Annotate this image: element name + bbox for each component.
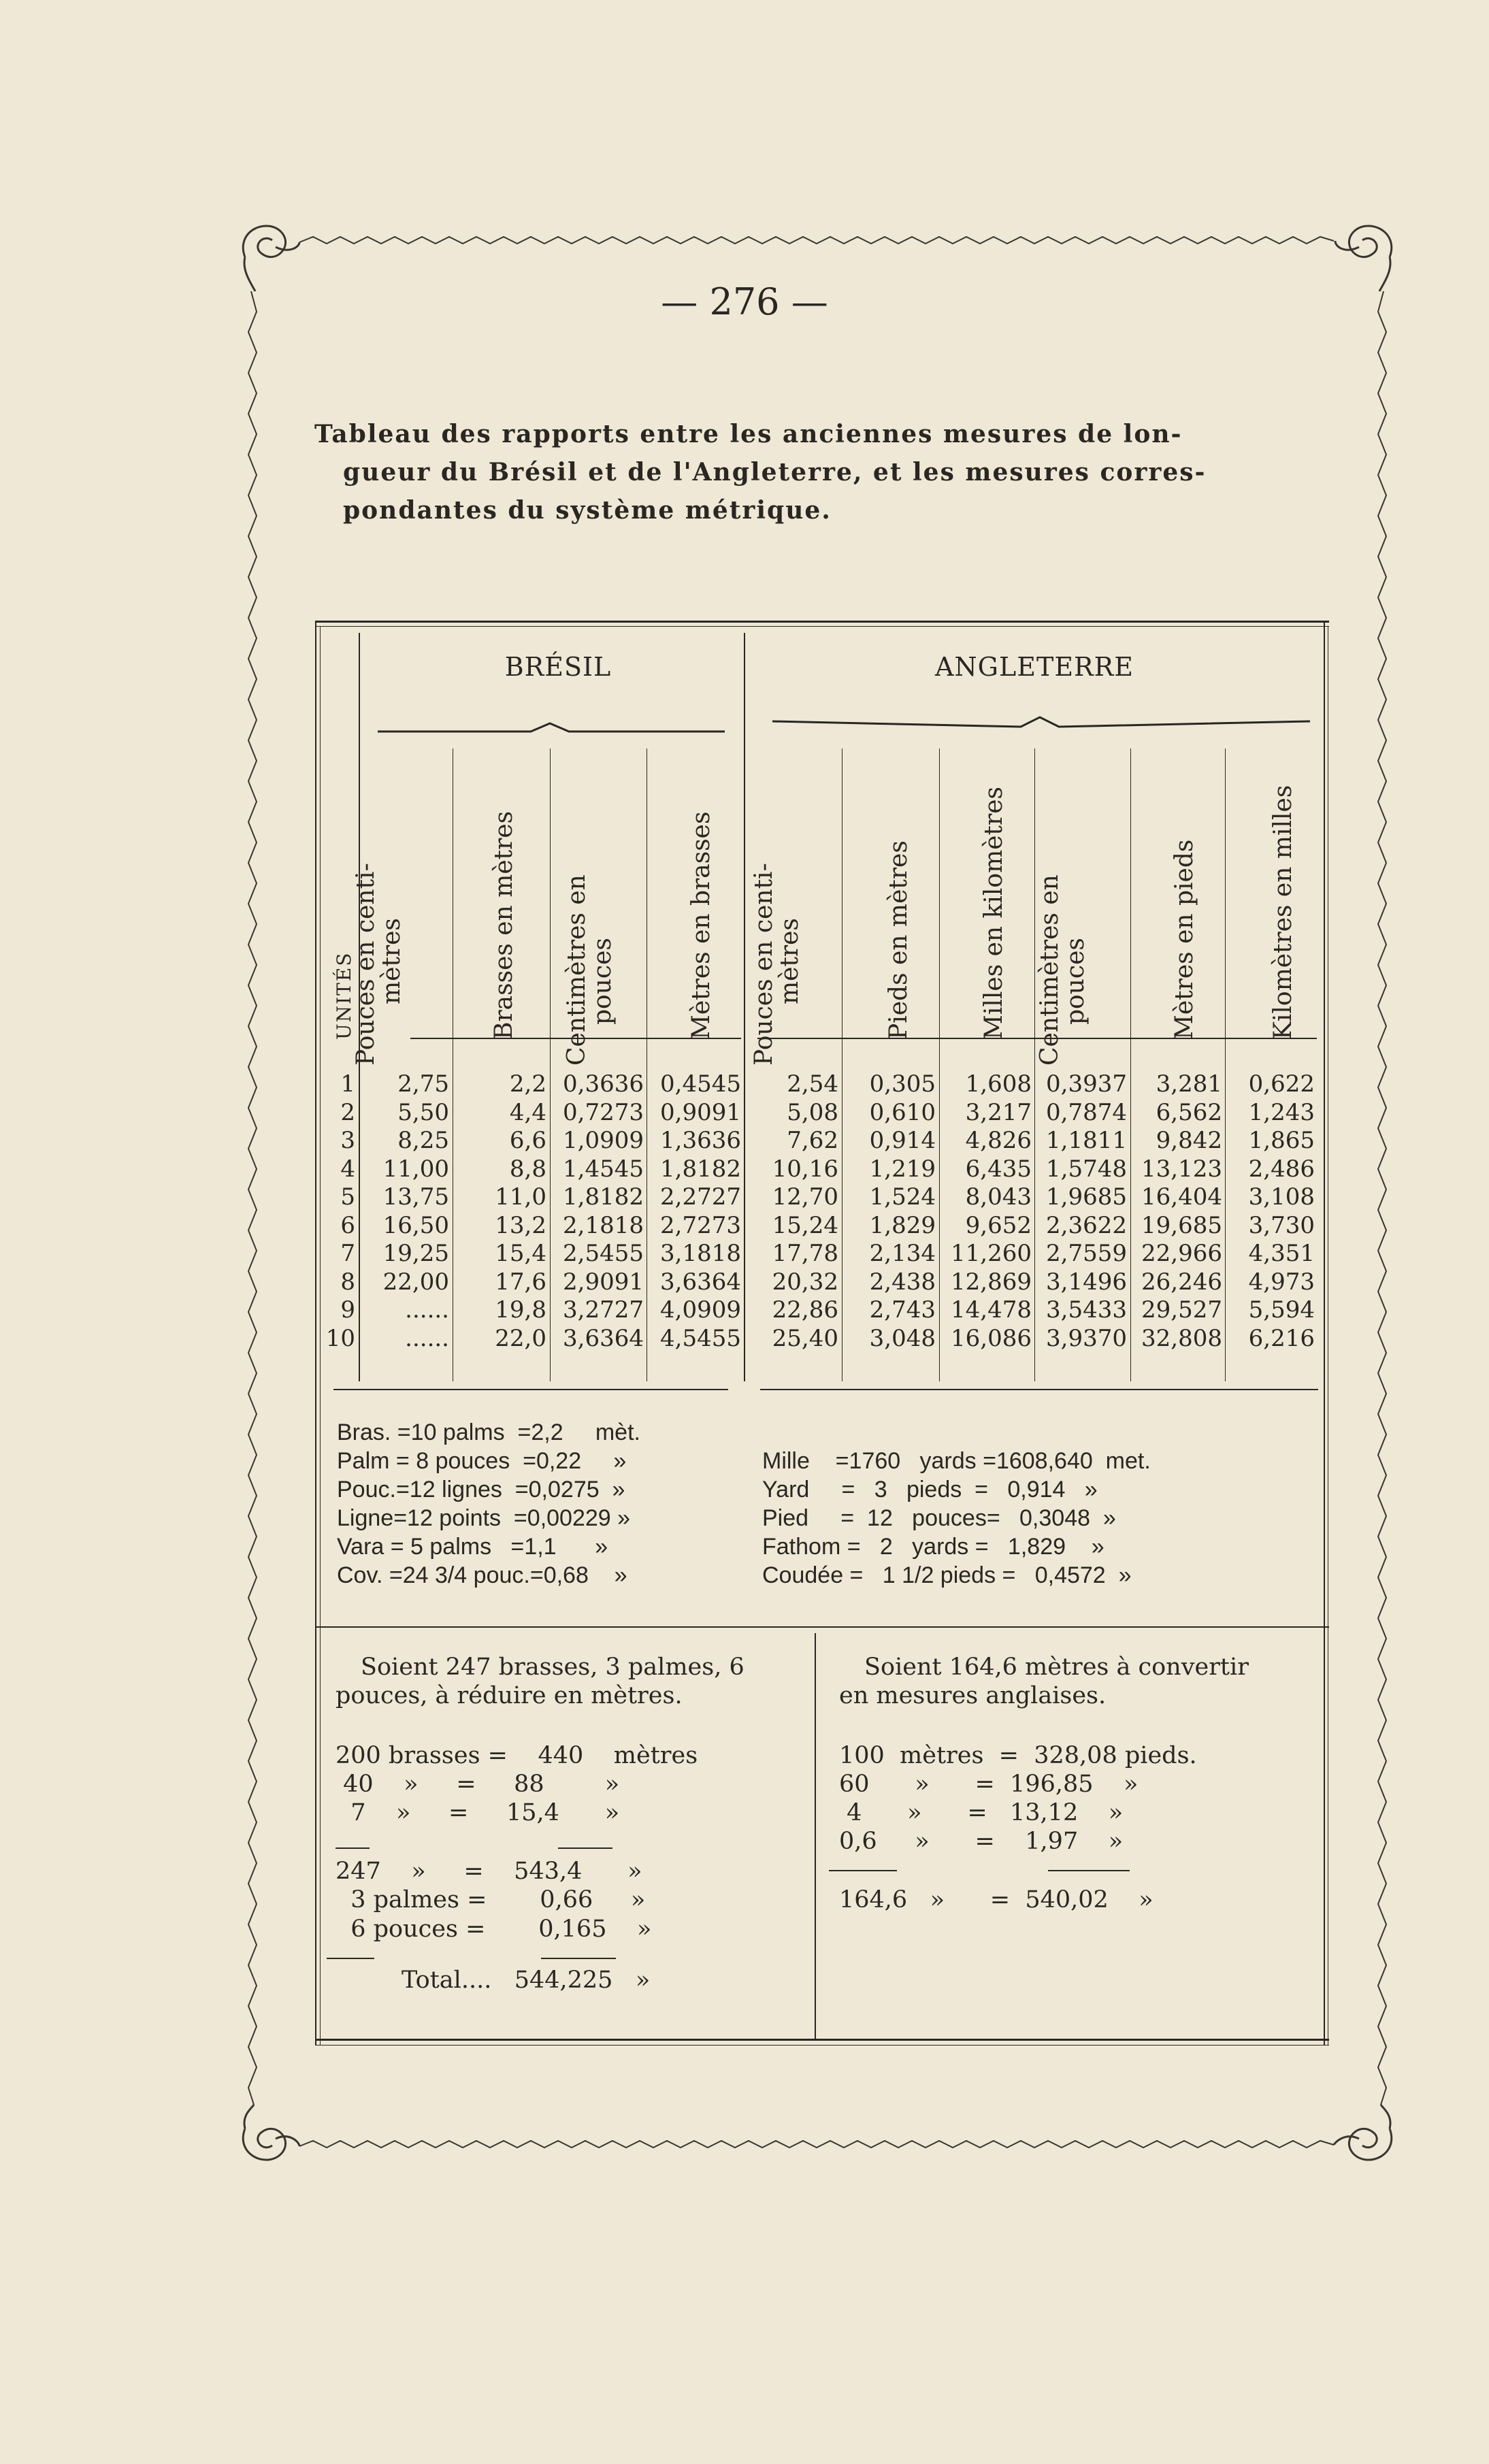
table-cell: 3,217	[965, 1098, 1032, 1126]
group-header-bresil: BRÉSIL	[504, 652, 612, 682]
table-cell: 3,1496	[1046, 1268, 1127, 1296]
table-cell: 2,743	[869, 1296, 936, 1324]
example-right-line: 100 mètres = 328,08 pieds.	[839, 1742, 1197, 1769]
table-cell: 9,652	[965, 1211, 1032, 1239]
note-line: Pouc.=12 lignes =0,0275 »	[337, 1477, 625, 1502]
table-cell: 10,16	[772, 1155, 838, 1183]
table-cell: 2	[340, 1098, 355, 1126]
table-cell: 22,86	[772, 1296, 838, 1324]
table-cell: 0,7874	[1046, 1098, 1127, 1126]
table-cell: 14,478	[951, 1296, 1032, 1324]
table-cell: 11,00	[382, 1155, 449, 1183]
table-cell: 1,243	[1248, 1098, 1315, 1126]
table-cell: 5,594	[1248, 1296, 1315, 1324]
table-cell: 6	[340, 1211, 355, 1239]
table-cell: 7,62	[787, 1127, 838, 1154]
table-cell: 22,00	[382, 1268, 449, 1296]
table-cell: 16,404	[1141, 1183, 1222, 1211]
table-cell: 1,608	[965, 1070, 1032, 1098]
table-cell: 1,0909	[563, 1127, 644, 1154]
table-cell: 19,8	[495, 1296, 546, 1324]
table-cell: 5	[340, 1183, 355, 1211]
table-cell: 17,78	[772, 1240, 838, 1267]
note-line: Yard = 3 pieds = 0,914 »	[762, 1477, 1098, 1502]
col-header-cm-pouces-br: Centimètres en pouces	[563, 874, 617, 1066]
table-cell: 4,5455	[660, 1324, 741, 1352]
note-line: Vara = 5 palms =1,1 »	[337, 1534, 608, 1560]
col-header-cm-pouces-an: Centimètres en pouces	[1036, 874, 1090, 1066]
group-header-angleterre: ANGLETERRE	[934, 652, 1134, 682]
table-cell: 12,869	[951, 1268, 1032, 1296]
col-header-pouces-cm-br: Pouces en centi- mètres	[352, 863, 406, 1066]
table-cell: 1,9685	[1046, 1183, 1127, 1211]
table-cell: 1,3636	[660, 1127, 741, 1154]
table-cell: 4,351	[1248, 1240, 1315, 1267]
note-line: Pied = 12 pouces= 0,3048 »	[762, 1505, 1116, 1531]
table-cell: 12,70	[772, 1183, 838, 1211]
table-cell: 9	[340, 1296, 355, 1324]
note-line: Mille =1760 yards =1608,640 met.	[762, 1448, 1151, 1474]
table-cell: 0,3636	[563, 1070, 644, 1098]
table-cell: 0,305	[869, 1070, 936, 1098]
table-cell: 16,086	[951, 1324, 1032, 1352]
table-cell: 1,8182	[563, 1183, 644, 1211]
col-header-km-milles: Kilomètres en milles	[1269, 785, 1297, 1040]
example-left-intro-1: Soient 247 brasses, 3 palmes, 6	[361, 1654, 744, 1681]
example-left-line: 247 » = 543,4 »	[336, 1858, 642, 1885]
table-cell: 2,134	[869, 1240, 936, 1267]
note-line: Palm = 8 pouces =0,22 »	[337, 1448, 627, 1474]
table-cell: 0,4545	[660, 1070, 741, 1098]
note-line: Fathom = 2 yards = 1,829 »	[762, 1534, 1105, 1560]
table-cell: 8,25	[397, 1127, 449, 1154]
table-cell: 3,048	[869, 1324, 936, 1352]
table-cell: 5,08	[787, 1098, 838, 1126]
title-line-3: pondantes du système métrique.	[343, 496, 832, 525]
table-cell: 32,808	[1141, 1324, 1222, 1352]
example-left-line: 3 palmes = 0,66 »	[336, 1886, 646, 1913]
title-line-1: Tableau des rapports entre les anciennes mesures de lon-	[314, 420, 1183, 448]
note-line: Bras. =10 palms =2,2 mèt.	[337, 1419, 640, 1445]
table-cell: 1,524	[869, 1183, 936, 1211]
table-cell: 15,4	[495, 1240, 546, 1267]
table-cell: 3,6364	[563, 1324, 644, 1352]
table-cell: 1,5748	[1046, 1155, 1127, 1183]
bresil-brace	[374, 718, 728, 738]
table-cell: 13,123	[1141, 1155, 1222, 1183]
table-cell: 1,219	[869, 1155, 936, 1183]
table-cell: 2,7273	[660, 1211, 741, 1239]
table-cell: 1,829	[869, 1211, 936, 1239]
table-cell: 2,54	[787, 1070, 838, 1098]
table-cell: 3,1818	[660, 1240, 741, 1267]
table-cell: 1	[340, 1070, 355, 1098]
table-cell: 2,7559	[1046, 1240, 1127, 1267]
table-cell: 16,50	[382, 1211, 449, 1239]
table-cell: 8,043	[965, 1183, 1032, 1211]
table-cell: 0,610	[869, 1098, 936, 1126]
table-cell: 2,486	[1248, 1155, 1315, 1183]
col-header-brasses-m: Brasses en mètres	[490, 810, 518, 1040]
example-left-total: Total.... 544,225 »	[402, 1967, 651, 1994]
table-cell: 3,9370	[1046, 1324, 1127, 1352]
col-header-milles-km: Milles en kilomètres	[980, 787, 1008, 1040]
title-line-2: gueur du Brésil et de l'Angleterre, et les mesures corres-	[343, 458, 1207, 487]
table-cell: 3	[340, 1127, 355, 1154]
table-cell: 2,2727	[660, 1183, 741, 1211]
table-cell: 1,865	[1248, 1127, 1315, 1154]
table-cell: 26,246	[1141, 1268, 1222, 1296]
table-cell: 4,973	[1248, 1268, 1315, 1296]
table-cell: 29,527	[1141, 1296, 1222, 1324]
table-cell: 2,75	[397, 1070, 449, 1098]
table-cell: 19,685	[1141, 1211, 1222, 1239]
table-cell: 2,5455	[563, 1240, 644, 1267]
table-cell: ......	[405, 1324, 449, 1352]
table-cell: 3,6364	[660, 1268, 741, 1296]
table-cell: 8	[340, 1268, 355, 1296]
table-cell: 10	[325, 1324, 355, 1352]
example-right-intro-1: Soient 164,6 mètres à convertir	[864, 1654, 1249, 1681]
example-left-line: 40 » = 88 »	[336, 1771, 620, 1798]
table-cell: 4,0909	[660, 1296, 741, 1324]
table-cell: 6,216	[1248, 1324, 1315, 1352]
table-cell: 2,1818	[563, 1211, 644, 1239]
table-cell: 2,3622	[1046, 1211, 1127, 1239]
table-cell: 6,435	[965, 1155, 1032, 1183]
angleterre-brace	[769, 713, 1313, 734]
table-cell: 11,260	[951, 1240, 1032, 1267]
example-right-line: 4 » = 13,12 »	[839, 1799, 1124, 1826]
table-cell: 4	[340, 1155, 355, 1183]
example-right-line: 164,6 » = 540,02 »	[839, 1886, 1153, 1913]
table-cell: 0,7273	[563, 1098, 644, 1126]
example-right-line: 0,6 » = 1,97 »	[839, 1828, 1124, 1855]
table-cell: 9,842	[1156, 1127, 1222, 1154]
example-right-line: 60 » = 196,85 »	[839, 1771, 1139, 1798]
table-cell: ......	[405, 1296, 449, 1324]
table-cell: 5,50	[397, 1098, 449, 1126]
table-cell: 3,2727	[563, 1296, 644, 1324]
col-header-pouces-cm-an: Pouces en centi- mètres	[750, 863, 804, 1066]
col-header-unites: UNITÉS	[333, 951, 355, 1040]
page-number: — 276 —	[661, 280, 828, 323]
col-header-m-brasses: Mètres en brasses	[687, 811, 715, 1040]
example-left-line: 6 pouces = 0,165 »	[336, 1916, 652, 1943]
table-cell: 20,32	[772, 1268, 838, 1296]
table-cell: 22,0	[495, 1324, 546, 1352]
table-cell: 17,6	[495, 1268, 546, 1296]
table-cell: 6,562	[1156, 1098, 1222, 1126]
table-cell: 11,0	[495, 1183, 546, 1211]
table-title	[314, 415, 1328, 529]
table-cell: 2,438	[869, 1268, 936, 1296]
table-cell: 13,2	[495, 1211, 546, 1239]
example-left-line: 200 brasses = 440 mètres	[336, 1742, 698, 1769]
table-cell: 25,40	[772, 1324, 838, 1352]
col-header-pieds-m: Pieds en mètres	[885, 840, 913, 1040]
table-cell: 3,730	[1248, 1211, 1315, 1239]
table-cell: 4,826	[965, 1127, 1032, 1154]
table-cell: 22,966	[1141, 1240, 1222, 1267]
example-right-intro-2: en mesures anglaises.	[839, 1682, 1107, 1709]
table-cell: 0,914	[869, 1127, 936, 1154]
table-cell: 0,622	[1248, 1070, 1315, 1098]
note-line: Ligne=12 points =0,00229 »	[337, 1505, 631, 1531]
table-cell: 3,5433	[1046, 1296, 1127, 1324]
table-cell: 0,9091	[660, 1098, 741, 1126]
note-line: Cov. =24 3/4 pouc.=0,68 »	[337, 1562, 627, 1588]
example-left-line: 7 » = 15,4 »	[336, 1799, 620, 1826]
table-cell: 1,4545	[563, 1155, 644, 1183]
table-cell: 7	[340, 1240, 355, 1267]
table-cell: 4,4	[509, 1098, 546, 1126]
table-cell: 13,75	[382, 1183, 449, 1211]
table-cell: 2,9091	[563, 1268, 644, 1296]
table-cell: 8,8	[509, 1155, 546, 1183]
table-cell: 15,24	[772, 1211, 838, 1239]
table-cell: 19,25	[382, 1240, 449, 1267]
col-header-m-pieds: Mètres en pieds	[1171, 839, 1198, 1040]
note-line: Coudée = 1 1/2 pieds = 0,4572 »	[762, 1562, 1132, 1588]
table-cell: 0,3937	[1046, 1070, 1127, 1098]
table-cell: 6,6	[509, 1127, 546, 1154]
table-cell: 1,8182	[660, 1155, 741, 1183]
table-cell: 1,1811	[1046, 1127, 1127, 1154]
table-cell: 3,108	[1248, 1183, 1315, 1211]
example-left-intro-2: pouces, à réduire en mètres.	[336, 1682, 683, 1709]
table-cell: 3,281	[1156, 1070, 1222, 1098]
table-cell: 2,2	[509, 1070, 546, 1098]
